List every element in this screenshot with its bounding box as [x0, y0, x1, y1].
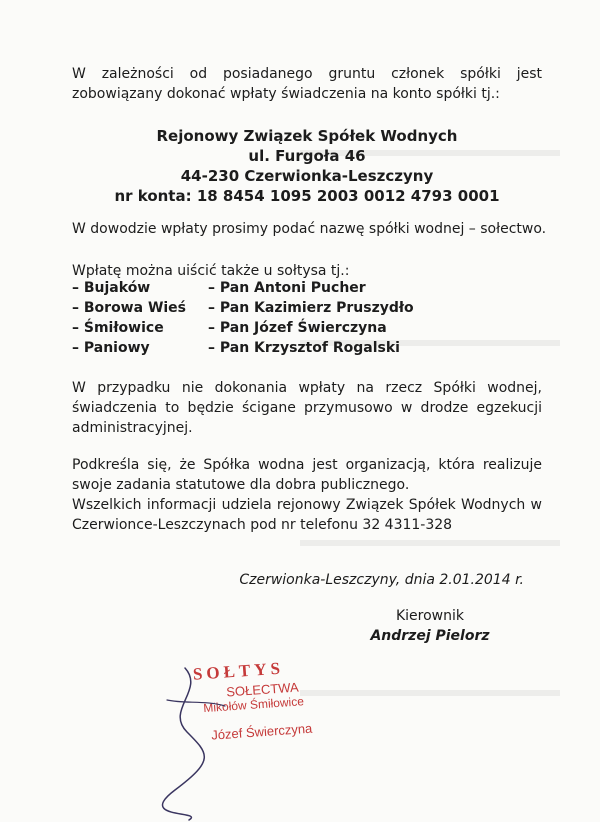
date-line: Czerwionka-Leszczyny, dnia 2.01.2014 r. — [239, 572, 524, 588]
address-block — [72, 126, 542, 206]
village-name: – Bujaków — [72, 280, 151, 296]
org-name: Rejonowy Związek Spółek Wodnych — [156, 127, 458, 145]
soltys-name: – Pan Antoni Pucher — [208, 280, 366, 296]
bleed-through-line — [300, 540, 560, 546]
account-number: nr konta: 18 8454 1095 2003 0012 4793 0001 — [114, 187, 500, 205]
soltys-name: – Pan Krzysztof Rogalski — [208, 340, 400, 356]
village-name: – Paniowy — [72, 340, 150, 356]
signature-role: Kierownik — [395, 608, 465, 624]
stamp-name: Józef Świerczyna — [210, 720, 313, 743]
enforcement-paragraph: W przypadku nie dokonania wpłaty na rzecz Spółki wodnej, świadczenia to będzie ścigane przymusowo w drodze egzekucji administracyjnej. — [72, 380, 542, 436]
village-name: – Śmiłowice — [72, 320, 164, 336]
city: 44-230 Czerwionka-Leszczyny — [180, 167, 434, 185]
handwritten-signature — [155, 660, 245, 822]
public-interest-paragraph: Podkreśla się, że Spółka wodna jest organizacją, która realizuje swoje zadania statutowe dla dobra publicznego. — [72, 457, 542, 493]
stamp-line: Mikołów Śmiłowice — [202, 694, 305, 716]
village-name: – Borowa Wieś — [72, 300, 187, 316]
payment-note: W dowodzie wpłaty prosimy podać nazwę spółki wodnej – sołectwo. — [72, 221, 547, 237]
signature-block — [360, 606, 500, 646]
soltys-name: – Pan Kazimierz Pruszydło — [208, 300, 414, 316]
signature-name: Andrzej Pielorz — [370, 628, 490, 644]
soltys-name: – Pan Józef Świerczyna — [208, 320, 387, 336]
contact-paragraph: Wszelkich informacji udziela rejonowy Związek Spółek Wodnych w Czerwionce-Leszczynach pod nr telefonu 32 4311-328 — [72, 497, 542, 533]
stamp-title: SOŁTYS — [192, 658, 285, 684]
intro-paragraph: W zależności od posiadanego gruntu członek spółki jest zobowiązany dokonać wpłaty świadczenia na konto spółki tj.: — [72, 66, 542, 102]
bleed-through-line — [300, 690, 560, 696]
stamp-line: SOŁECTWA — [225, 679, 300, 700]
street: ul. Furgoła 46 — [248, 147, 366, 165]
soltys-intro: Wpłatę można uiścić także u sołtysa tj.: — [72, 263, 350, 279]
